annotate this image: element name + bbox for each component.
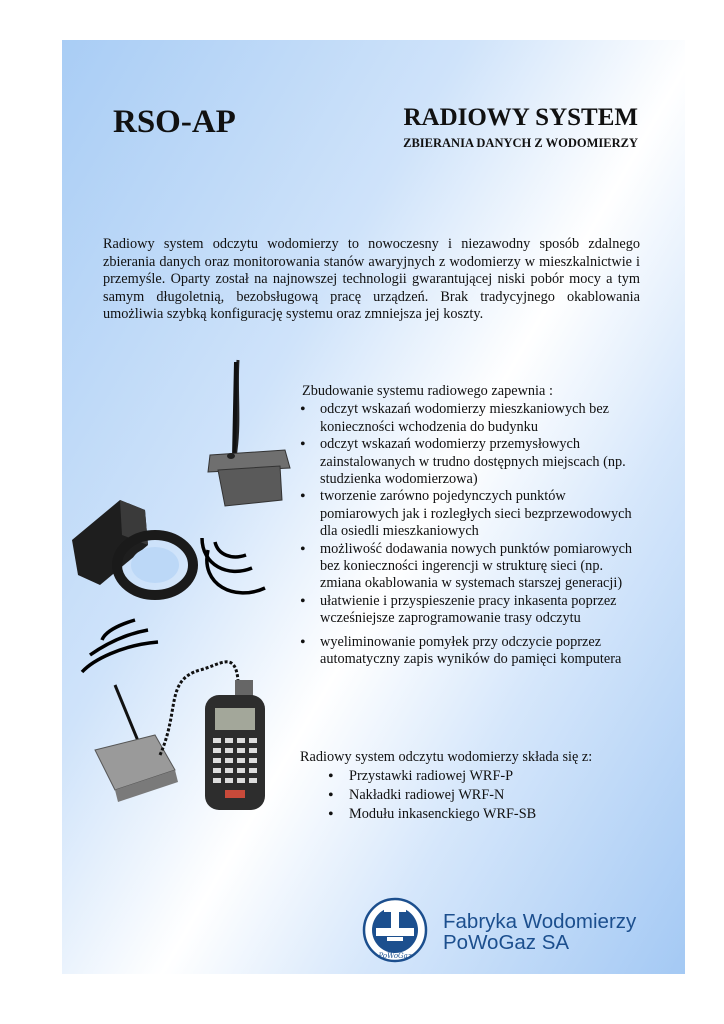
list-item: • Przystawki radiowej WRF-P <box>300 767 645 786</box>
list-item: • tworzenie zarówno pojedynczych punktów pomiarowych jak i rozległych sieci bezprzewodowych dla osiedli mieszkaniowych <box>300 488 645 540</box>
intro-paragraph: Radiowy system odczytu wodomierzy to nowoczesny i niezawodny sposób zdalnego zbierania danych oraz monitorowania stanów awaryjnych z wodomierzy w mieszkalnictwie i przemyśle. Oparty został na najnowszej technologii gwarantującej niski pobór mocy a tym samym długoletnią, bezobsługową pracę urządzeń. Brak tradycyjnego okablowania umożliwia szybką konfigurację systemu oraz zmniejsza jej koszty. <box>103 236 640 322</box>
features-list <box>300 401 645 668</box>
features-section <box>300 383 645 669</box>
list-item: • wyeliminowanie pomyłek przy odczycie poprzez automatyczny zapis wyników do pamięci komputera <box>300 634 645 669</box>
list-item: • Modułu inkasenckiego WRF-SB <box>300 805 645 824</box>
page-title: RADIOWY SYSTEM <box>403 104 638 131</box>
company-line-2: PoWoGaz SA <box>443 931 570 954</box>
list-item: • Nakładki radiowej WRF-N <box>300 786 645 805</box>
list-item: • możliwość dodawania nowych punktów pomiarowych bez konieczności ingerencji w strukturę sieci (np. zmiana okablowania w systemach starszej generacji) <box>300 541 645 593</box>
page-subtitle: ZBIERANIA DANYCH Z WODOMIERZY <box>403 136 638 150</box>
radio-overlay-image <box>72 500 193 595</box>
composition-list <box>300 767 645 824</box>
features-lead: Zbudowanie systemu radiowego zapewnia : <box>302 383 553 399</box>
company-line-1: Fabryka Wodomierzy <box>443 910 637 933</box>
company-name <box>443 911 636 953</box>
list-item: • odczyt wskazań wodomierzy mieszkaniowych bez konieczności wchodzenia do budynku <box>300 401 645 436</box>
powogaz-logo <box>362 897 428 963</box>
list-item: • odczyt wskazań wodomierzy przemysłowych zainstalowanych w trudno dostępnych miejscach (np. studzienka wodomierzowa) <box>300 436 645 488</box>
list-item: • ułatwienie i przyspieszenie pracy inkasenta poprzez wcześniejsze zaprogramowanie trasy odczytu <box>300 593 645 628</box>
product-illustration <box>60 350 310 830</box>
composition-section <box>300 748 645 824</box>
product-code: RSO-AP <box>113 104 236 140</box>
logo-text: PoWoGaz <box>378 952 412 960</box>
radio-transmitter-image <box>208 360 290 506</box>
handheld-terminal-image <box>95 662 265 810</box>
composition-lead: Radiowy system odczytu wodomierzy składa się z: <box>300 749 593 765</box>
